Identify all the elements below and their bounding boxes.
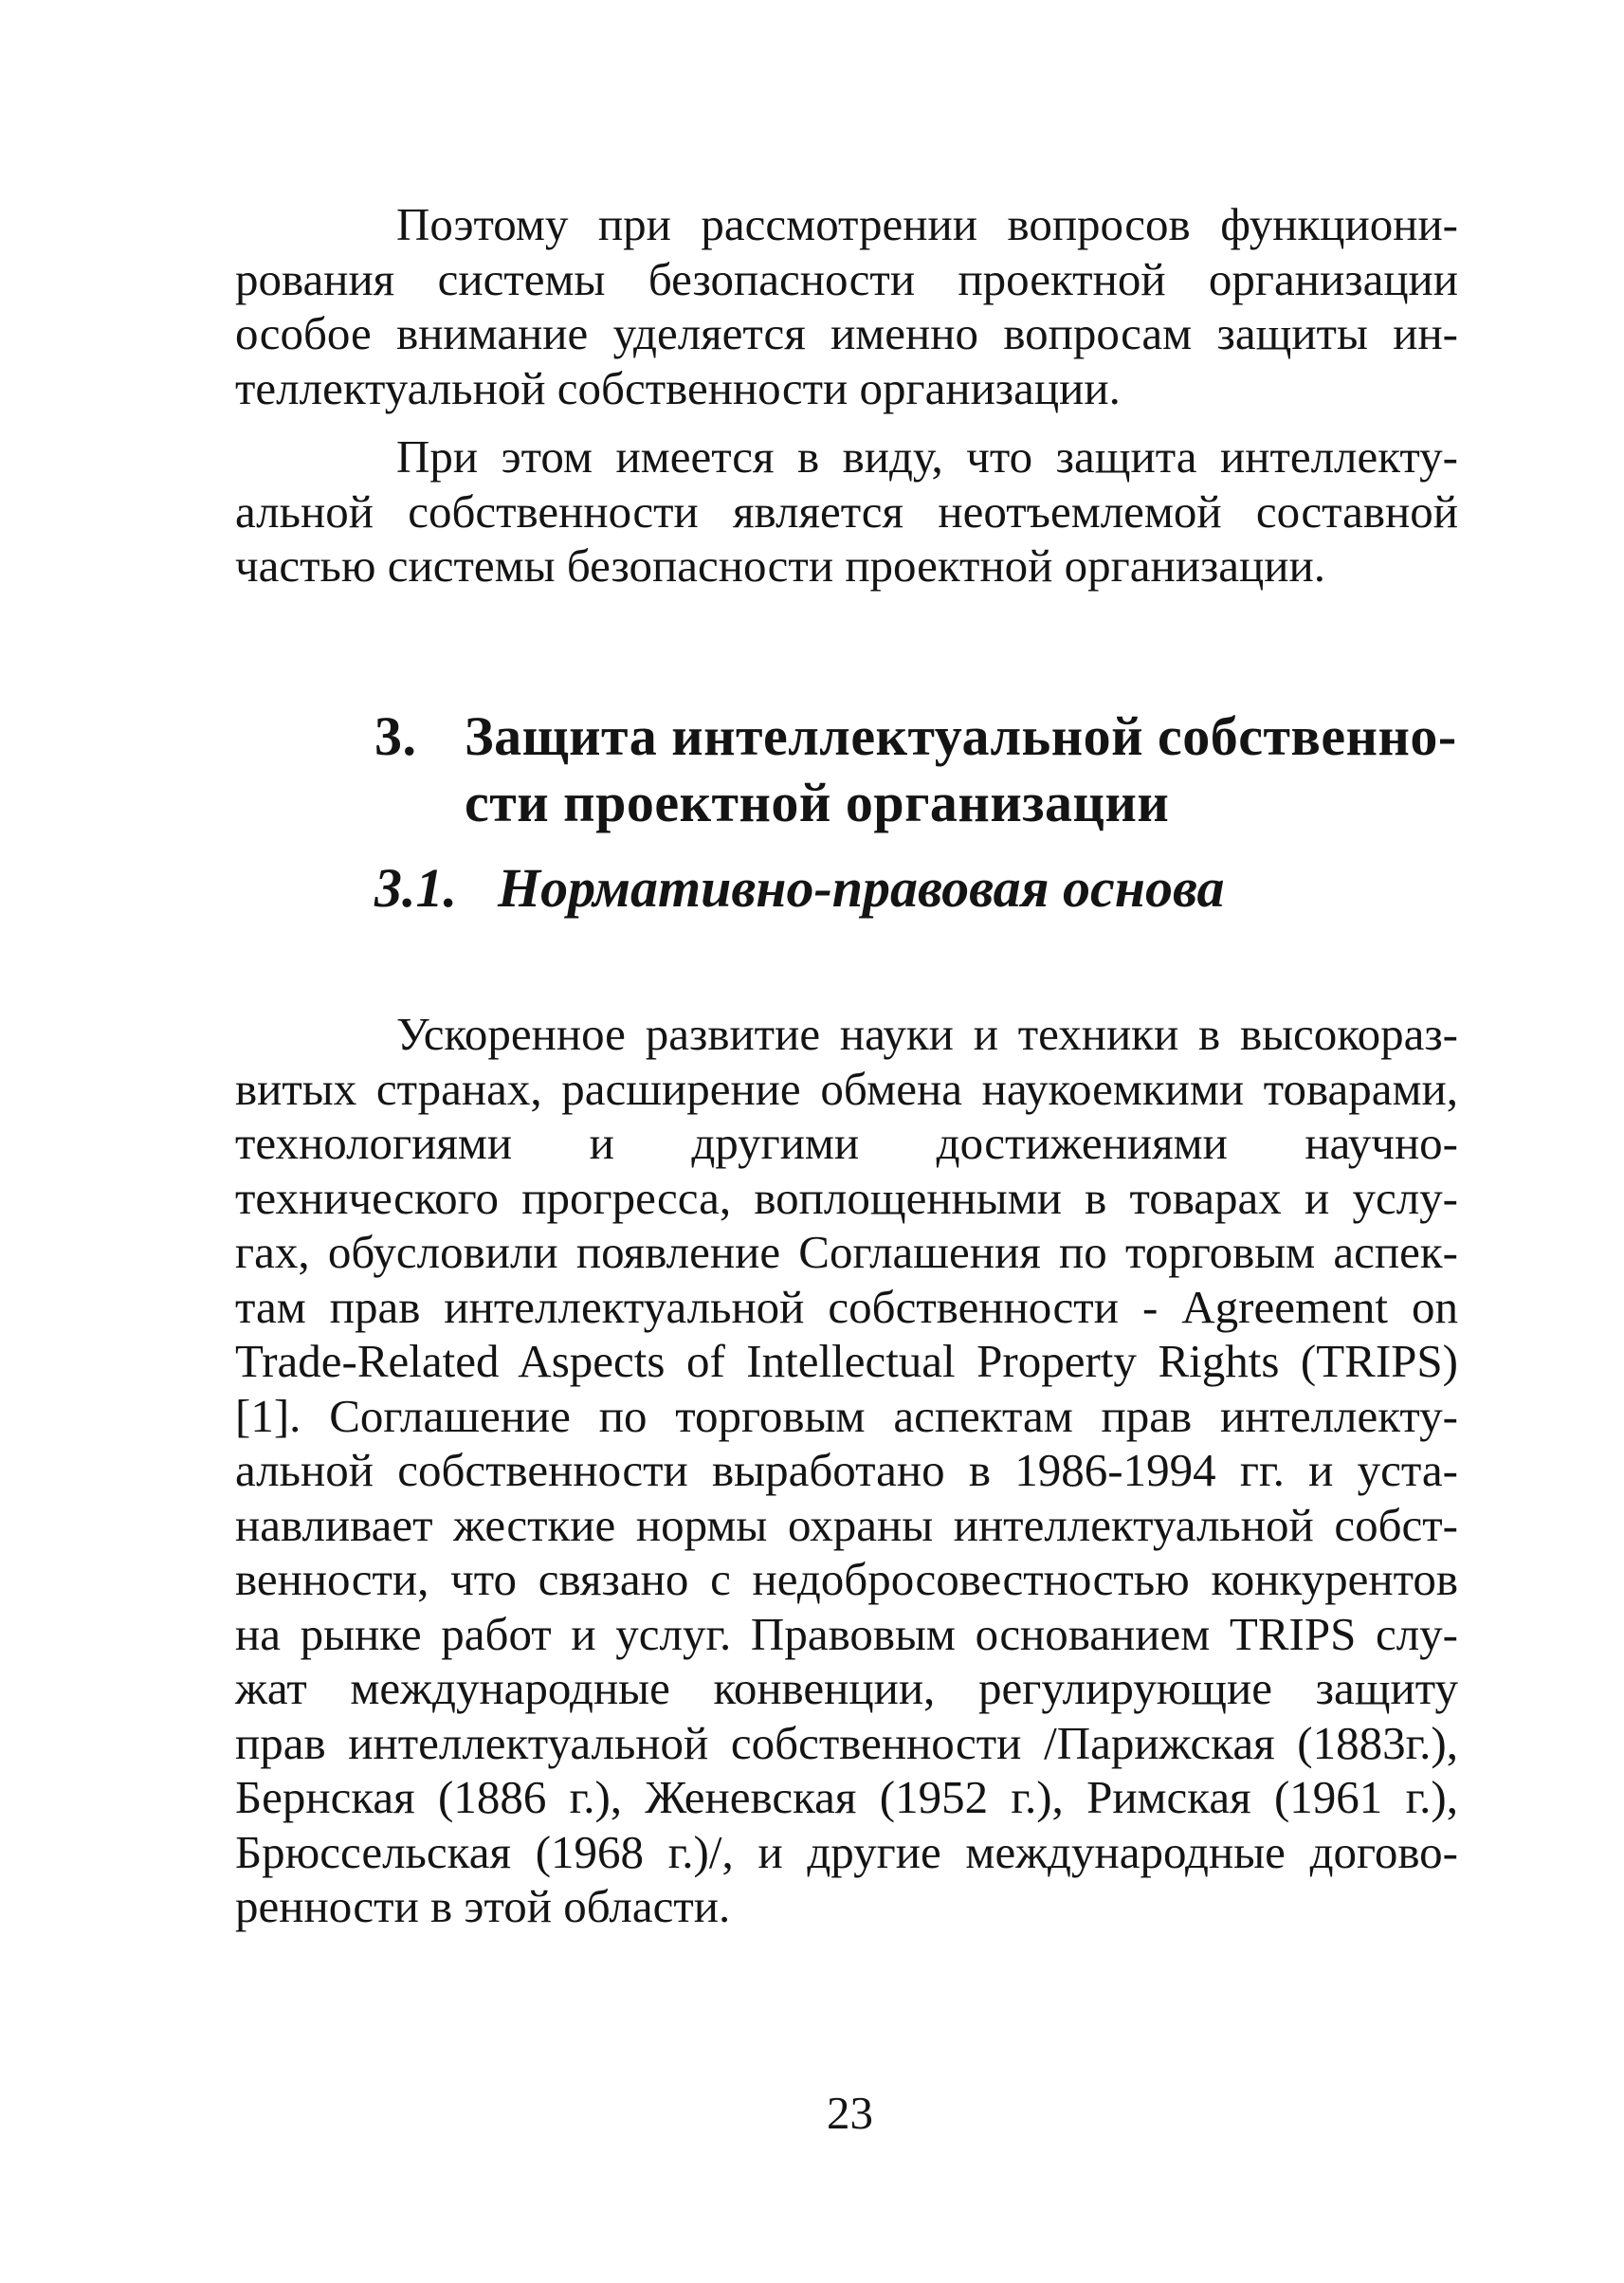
paragraph-line: частью системы безопасности проектной организации. bbox=[235, 539, 1325, 592]
paragraph-line: [1]. Соглашение по торговым аспектам прав интеллекту- bbox=[235, 1389, 1458, 1442]
paragraph-line: ренности в этой области. bbox=[235, 1880, 731, 1932]
paragraph-line: жат международные конвенции, регулирующие защиту bbox=[235, 1662, 1458, 1714]
paragraph-line: Поэтому при рассмотрении вопросов функциони- bbox=[396, 198, 1458, 250]
section-heading bbox=[374, 703, 1465, 836]
paragraph-3 bbox=[235, 1007, 1458, 1934]
paragraph-line: гах, обусловили появление Соглашения по торговым аспек- bbox=[235, 1226, 1458, 1278]
paragraph-line: Бернская (1886 г.), Женевская (1952 г.), Римская (1961 г.), bbox=[235, 1771, 1458, 1823]
paragraph-line: альной собственности выработано в 1986-1994 гг. и уста- bbox=[235, 1444, 1458, 1496]
paragraph-line: там прав интеллектуальной собственности - Agreement on bbox=[235, 1280, 1458, 1333]
paragraph-line: венности, что связано с недобросовестностью конкурентов bbox=[235, 1553, 1458, 1605]
paragraph-line: витых странах, расширение обмена наукоемкими товарами, bbox=[235, 1062, 1458, 1115]
subsection-number: 3.1. bbox=[374, 857, 457, 919]
paragraph-line: особое внимание уделяется именно вопросам защиты ин- bbox=[235, 307, 1458, 359]
section-title-line-2: сти проектной организации bbox=[465, 772, 1170, 833]
page-number: 23 bbox=[827, 2087, 873, 2139]
subsection-title: Нормативно-правовая основа bbox=[498, 857, 1225, 919]
paragraph-line: При этом имеется в виду, что защита интеллекту- bbox=[396, 430, 1458, 483]
subsection-heading bbox=[374, 855, 1225, 922]
paragraph-1 bbox=[235, 197, 1458, 415]
paragraph-line: на рынке работ и услуг. Правовым основанием TRIPS слу- bbox=[235, 1607, 1458, 1660]
paragraph-line: технического прогресса, воплощенными в товарах и услу- bbox=[235, 1171, 1458, 1224]
paragraph-line: навливает жесткие нормы охраны интеллектуальной собст- bbox=[235, 1498, 1458, 1551]
paragraph-line: альной собственности является неотъемлемой составной bbox=[235, 484, 1458, 538]
section-title-line-1: Защита интеллектуальной собственно- bbox=[465, 705, 1457, 767]
paragraph-line: Trade-Related Aspects of Intellectual Property Rights (TRIPS) bbox=[235, 1335, 1458, 1387]
paragraph-line: технологиями и другими достижениями научно- bbox=[235, 1117, 1458, 1169]
paragraph-line: Ускоренное развитие науки и техники в высокораз- bbox=[396, 1008, 1458, 1060]
paragraph-line: теллектуальной собственности организации. bbox=[235, 361, 1121, 414]
paragraph-line: Брюссельская (1968 г.)/, и другие международные догово- bbox=[235, 1825, 1458, 1878]
section-number: 3. bbox=[374, 705, 417, 767]
paragraph-line: прав интеллектуальной собственности /Парижская (1883г.), bbox=[235, 1716, 1458, 1769]
paragraph-line: рования системы безопасности проектной организации bbox=[235, 252, 1458, 305]
paragraph-2 bbox=[235, 429, 1458, 594]
